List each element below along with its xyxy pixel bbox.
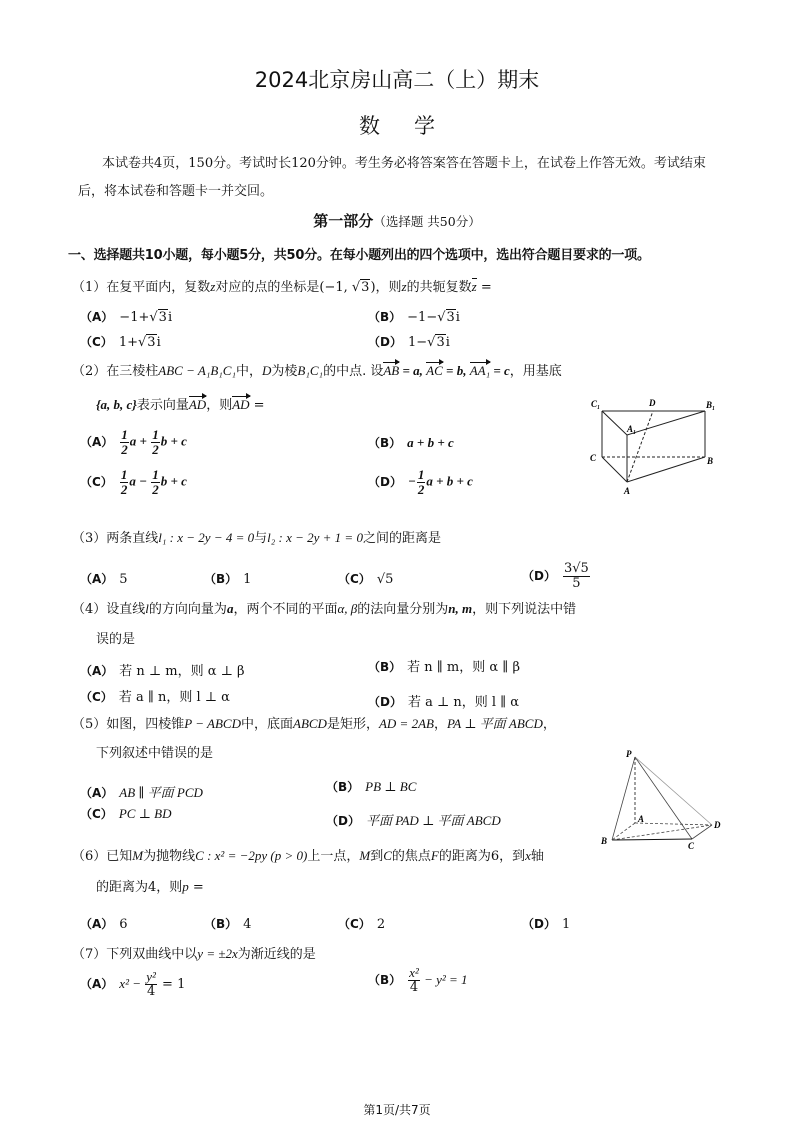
stem-text: ， — [433, 717, 447, 732]
q6-option-d[interactable] — [522, 915, 570, 932]
fraction — [120, 428, 129, 457]
option-label: （B） — [204, 572, 238, 586]
math: = b, — [442, 363, 470, 378]
radicand: 3 — [436, 335, 445, 350]
denominator: 2 — [120, 482, 128, 497]
label-b: B — [601, 836, 608, 846]
question-2-stem-line2 — [96, 394, 265, 413]
fraction — [417, 468, 426, 497]
q2-option-d[interactable] — [368, 468, 473, 497]
q4-option-a[interactable] — [80, 660, 245, 679]
subject-title: 数学 — [359, 114, 469, 138]
option-label: （D） — [522, 569, 556, 583]
edge-pd — [635, 757, 712, 825]
math: n, m — [448, 601, 473, 616]
option-label: （B） — [326, 780, 360, 794]
math: ) — [370, 280, 376, 295]
numerator: 1 — [152, 427, 159, 442]
stem-text: 与 — [254, 531, 268, 546]
q7-option-a[interactable] — [80, 970, 185, 999]
option-label: （B） — [368, 973, 402, 987]
stem-text: 表示向量 — [136, 398, 189, 413]
denominator: 2 — [417, 482, 425, 497]
edge-pc — [635, 757, 692, 839]
q4-option-c[interactable] — [80, 686, 230, 705]
option-label: （D） — [368, 695, 402, 709]
q6-option-a[interactable] — [80, 915, 128, 932]
section-heading: 一、选择题共10小题，每小题5分，共50分。在每小题列出的四个选项中，选出符合题目要求的一项。 — [68, 248, 650, 263]
option-text: 若 a ⊥ n，则 l ∥ α — [407, 695, 520, 710]
stem-text: 的距离为4，则 — [96, 880, 183, 895]
stem-text: 下列双曲线中以 — [106, 947, 198, 962]
question-6-stem-line2 — [96, 876, 204, 895]
stem-text: 到 — [370, 849, 384, 864]
fraction — [408, 966, 420, 995]
math: B₁C₁ — [297, 363, 324, 378]
vector: AA₁ — [469, 363, 491, 378]
math: = 1 — [157, 977, 186, 992]
option-label: （A） — [80, 435, 114, 449]
math: = a, — [399, 363, 427, 378]
stem-text: 上一点， — [307, 849, 360, 864]
question-2-stem — [72, 360, 562, 379]
stem-text: 设直线 — [106, 602, 146, 617]
stem-text: ，则 — [375, 280, 402, 295]
edge-cd — [692, 825, 712, 839]
option-label: （C） — [80, 475, 113, 489]
edge — [602, 411, 627, 435]
stem-text: ，则 — [206, 398, 233, 413]
sqrt: √3 — [149, 310, 167, 325]
question-4-stem — [72, 598, 576, 617]
math: AD = 2AB — [378, 716, 434, 731]
question-number: （3） — [72, 531, 107, 546]
q5-option-b[interactable] — [326, 778, 416, 795]
option-label: （B） — [368, 436, 402, 450]
math-var: x — [525, 848, 531, 863]
stem-text: 对应的点的坐标是 — [215, 280, 320, 295]
numerator: 1 — [120, 467, 128, 482]
option-label: （D） — [522, 917, 556, 931]
option-label: （A） — [80, 572, 114, 586]
math: ABC − A₁B₁C₁ — [158, 363, 236, 378]
numerator: 1 — [121, 427, 128, 442]
part-title: 第一部分 — [313, 212, 374, 230]
q5-option-c[interactable] — [80, 805, 171, 822]
q1-option-a[interactable] — [80, 308, 172, 325]
stem-text: 为棱 — [271, 364, 298, 379]
math: PA ⊥ 平面 ABCD — [446, 716, 543, 731]
part-heading — [0, 210, 794, 231]
stem-text: 在三棱柱 — [106, 364, 159, 379]
stem-text: 的距离为6，到 — [438, 849, 526, 864]
stem-text: 两条直线 — [106, 531, 159, 546]
q1-option-c[interactable] — [80, 333, 161, 350]
math: l₁ : x − 2y − 4 = 0 — [158, 530, 255, 545]
stem-text: 之间的距离是 — [362, 531, 441, 546]
label-p: P — [626, 749, 632, 759]
math: − y² = 1 — [420, 972, 468, 987]
label-a: A — [638, 814, 645, 824]
option-label: （C） — [80, 690, 113, 704]
q4-option-b[interactable] — [368, 656, 520, 675]
math: −1− — [407, 310, 438, 325]
numerator: 1 — [152, 467, 159, 482]
option-label: （D） — [326, 814, 360, 828]
option-text: 2 — [376, 917, 386, 932]
vector: AC — [426, 363, 443, 378]
sqrt: √3 — [437, 310, 455, 325]
hidden-edge-ad — [635, 823, 712, 825]
option-label: （A） — [80, 310, 114, 324]
stem-text: 中， — [236, 364, 263, 379]
math-var: z — [210, 279, 216, 294]
question-number: （6） — [72, 849, 107, 864]
denominator: 5 — [572, 576, 581, 591]
option-label: （A） — [80, 664, 114, 678]
math: i — [445, 335, 450, 350]
option-label: （A） — [80, 786, 114, 800]
denominator: 2 — [121, 442, 128, 457]
math-var: D — [262, 363, 272, 378]
stem-text: 为抛物线 — [143, 849, 196, 864]
option-text: $\frac{1}{2}$ a + $\frac{1}{2}$ b + c — [121, 427, 187, 457]
question-number: （1） — [72, 280, 107, 295]
option-text: − $\frac{1}{2}$ a + b + c — [407, 467, 473, 497]
label-a1: A₁ — [627, 424, 637, 434]
math-var: a — [226, 601, 234, 616]
question-3-stem — [72, 527, 441, 546]
edge — [627, 411, 705, 435]
numerator: 1 — [417, 467, 425, 482]
page-footer: 第1页/共7页 — [363, 1103, 431, 1117]
hidden-edge-bd — [612, 825, 712, 840]
option-text: a + b + c — [407, 435, 454, 450]
edge — [602, 457, 627, 482]
edge-bc — [612, 839, 692, 840]
math: 1− — [407, 335, 428, 350]
question-4-stem-line2: 误的是 — [96, 632, 136, 647]
stem-text: 的法向量分别为 — [357, 602, 449, 617]
math: i — [167, 310, 173, 325]
stem-text: ， — [542, 717, 556, 732]
q2-option-c[interactable] — [80, 468, 187, 497]
option-label: （D） — [368, 335, 402, 349]
math-var: z — [401, 279, 407, 294]
math: −1+ — [119, 310, 150, 325]
fraction — [151, 428, 160, 457]
radicand: 3 — [147, 335, 156, 350]
option-text: 5 — [119, 572, 128, 587]
math-var: l — [145, 601, 149, 616]
option-text: 平面 PAD ⊥ 平面 ABCD — [365, 813, 501, 828]
label-d: D — [714, 820, 721, 830]
option-label: （C） — [338, 917, 371, 931]
fraction — [145, 970, 157, 999]
q5-option-d[interactable] — [326, 810, 501, 829]
math: α, β — [337, 601, 358, 616]
option-label: （B） — [368, 660, 402, 674]
label-c: C — [590, 453, 597, 463]
option-text: 4 — [243, 917, 252, 932]
math: (−1, — [319, 280, 352, 295]
stem-text: ，两个不同的平面 — [233, 602, 338, 617]
option-text: 1 — [243, 572, 252, 587]
q2-option-a[interactable] — [80, 428, 187, 457]
radicand: 3 — [361, 280, 370, 295]
option-text: $\frac{1}{2}$ a − $\frac{1}{2}$ b + c — [120, 467, 187, 497]
stem-text: 在复平面内，复数 — [106, 280, 211, 295]
q3-option-d[interactable] — [522, 562, 591, 591]
math-var: C — [383, 848, 392, 863]
numerator: x² — [409, 965, 419, 980]
math-var: p — [182, 879, 189, 894]
label-c: C — [688, 841, 695, 850]
denominator: 4 — [146, 984, 156, 999]
fraction — [120, 468, 129, 497]
stem-text: 为渐近线的是 — [237, 947, 316, 962]
q7-option-b[interactable] — [368, 966, 468, 995]
q4-option-d[interactable] — [368, 691, 519, 710]
option-text: PB ⊥ BC — [365, 779, 417, 794]
denominator: 2 — [152, 442, 159, 457]
math-var: M — [359, 848, 371, 863]
conjugate-z: z — [471, 279, 477, 294]
stem-text: 的焦点 — [391, 849, 431, 864]
question-number: （4） — [72, 602, 107, 617]
denominator: 2 — [152, 482, 159, 497]
denominator: 4 — [409, 980, 419, 995]
option-text: 若 a ∥ n，则 l ⊥ α — [118, 690, 230, 705]
q3-option-c[interactable] — [338, 570, 393, 587]
label-b1: B₁ — [706, 400, 716, 410]
q3-option-a[interactable] — [80, 570, 128, 587]
pyramid-figure — [590, 745, 730, 850]
question-number: （2） — [72, 364, 107, 379]
numerator: 3√5 — [563, 561, 589, 576]
option-text: √5 — [376, 572, 394, 587]
question-1-stem — [72, 276, 492, 295]
option-label: （A） — [80, 977, 114, 991]
math: = c — [490, 363, 510, 378]
stem-text: 已知 — [106, 849, 133, 864]
fraction — [563, 562, 590, 591]
sqrt: √3 — [427, 335, 445, 350]
option-label: （C） — [338, 572, 371, 586]
exam-title: 2024北京房山高二（上）期末 — [254, 68, 540, 92]
vector: AD — [232, 397, 250, 412]
question-5-stem-line2: 下列叙述中错误的是 — [96, 746, 214, 761]
math: C : x² = −2py (p > 0) — [195, 848, 308, 863]
sqrt: √3 — [137, 335, 156, 350]
option-text: PC ⊥ BD — [118, 806, 172, 821]
radicand: 3 — [158, 310, 167, 325]
label-c1: C₁ — [591, 399, 601, 409]
option-text: 1 — [561, 917, 571, 932]
math: 1+ — [118, 335, 138, 350]
hidden-edge-ad — [627, 411, 653, 482]
option-text: 若 n ∥ m，则 α ∥ β — [407, 660, 520, 675]
q2-option-b[interactable] — [368, 434, 454, 451]
math: l₂ : x − 2y + 1 = 0 — [267, 530, 363, 545]
q6-option-c[interactable] — [338, 915, 385, 932]
label-a: A — [624, 486, 631, 496]
math: y = ±2x — [197, 946, 238, 961]
stem-text: ，用基底 — [509, 364, 562, 379]
q1-option-b[interactable] — [368, 308, 460, 325]
option-label: （A） — [80, 917, 114, 931]
q1-option-d[interactable] — [368, 333, 450, 350]
part-note: （选择题 共50分） — [373, 214, 481, 229]
numerator: y² — [146, 969, 156, 984]
math: P − ABCD — [184, 716, 241, 731]
sqrt: √3 — [351, 280, 370, 295]
math: ABCD — [293, 716, 327, 731]
question-number: （5） — [72, 717, 107, 732]
stem-text: 中，底面 — [240, 717, 293, 732]
vector: AD — [188, 397, 207, 412]
option-label: （C） — [80, 807, 113, 821]
stem-text: 的中点. 设 — [323, 364, 384, 379]
stem-text: 轴 — [530, 849, 544, 864]
math-var: M — [132, 848, 144, 863]
math: {a, b, c} — [96, 397, 137, 412]
label-d: D — [649, 398, 656, 408]
math: x² − — [119, 976, 145, 991]
option-label: （B） — [368, 310, 402, 324]
question-7-stem — [72, 943, 316, 962]
radicand: 3 — [446, 310, 455, 325]
option-label: （B） — [204, 917, 238, 931]
question-5-stem — [72, 713, 556, 732]
stem-text: 的方向向量为 — [148, 602, 227, 617]
exam-instructions: 本试卷共4页，150分。考试时长120分钟。考生务必将答案答在答题卡上，在试卷上作答无效。考试结束后，将本试卷和答题卡一并交回。 — [78, 156, 706, 199]
option-label: （D） — [368, 475, 402, 489]
hidden-edge-ab — [612, 823, 635, 840]
math: = — [476, 280, 492, 295]
option-text: 6 — [119, 917, 128, 932]
question-number: （7） — [72, 947, 107, 962]
q5-option-a[interactable] — [80, 782, 203, 801]
edge — [627, 457, 705, 482]
option-text: 若 n ⊥ m，则 α ⊥ β — [119, 664, 245, 679]
math: i — [455, 310, 460, 325]
edge-pb — [612, 757, 635, 840]
option-text: AB ∥ 平面 PCD — [119, 785, 203, 800]
math: = — [188, 880, 204, 895]
stem-text: 的共轭复数 — [406, 280, 472, 295]
stem-text: 如图，四棱锥 — [106, 717, 185, 732]
q3-option-b[interactable] — [204, 570, 251, 587]
math-var: F — [430, 848, 439, 863]
vector: AB — [383, 363, 400, 378]
math: i — [156, 335, 161, 350]
question-6-stem — [72, 845, 544, 864]
fraction — [151, 468, 160, 497]
label-b: B — [707, 456, 714, 466]
prism-figure — [585, 395, 725, 500]
stem-text: ，则下列说法中错 — [472, 602, 577, 617]
math: = — [249, 398, 265, 413]
q6-option-b[interactable] — [204, 915, 251, 932]
option-label: （C） — [80, 335, 113, 349]
stem-text: 是矩形， — [326, 717, 379, 732]
